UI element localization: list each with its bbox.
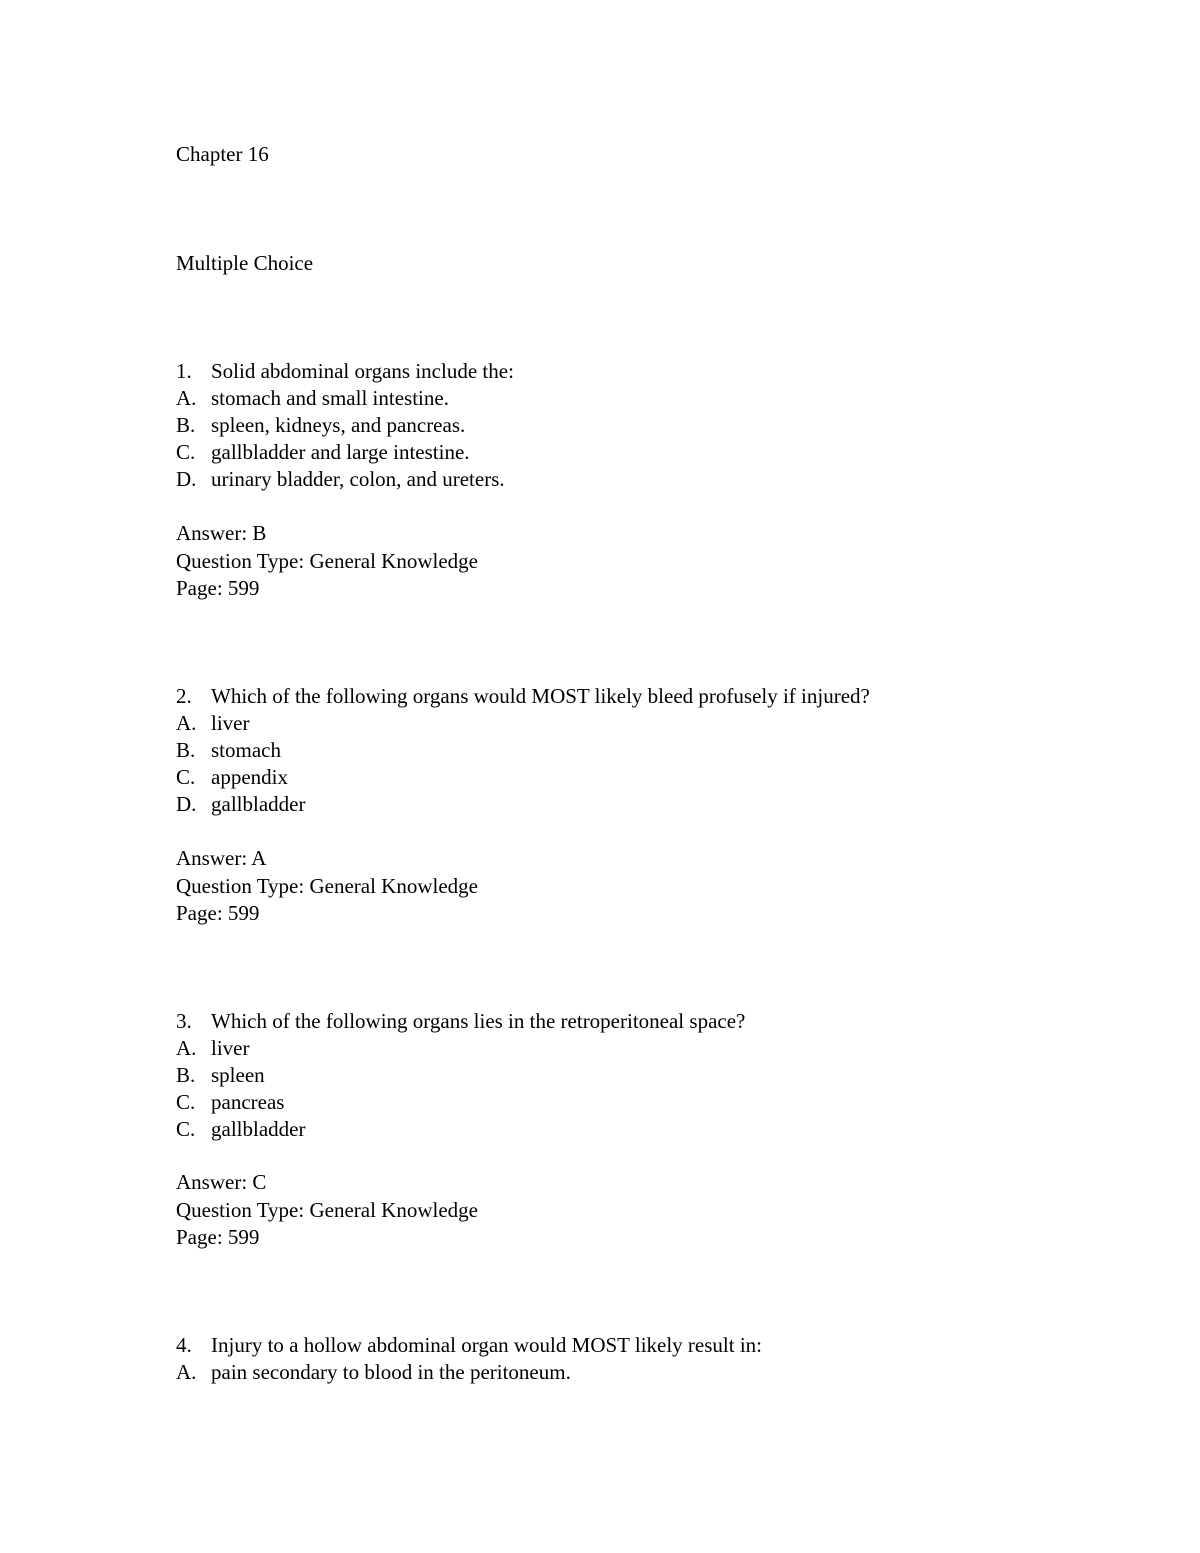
option-text: gallbladder and large intestine. bbox=[211, 440, 470, 464]
option-text: spleen, kidneys, and pancreas. bbox=[211, 413, 466, 437]
question-1-option-b bbox=[176, 412, 465, 439]
question-2-option-c bbox=[176, 764, 288, 791]
question-2-type: Question Type: General Knowledge bbox=[176, 874, 478, 898]
option-text: liver bbox=[211, 711, 250, 735]
question-2-option-b bbox=[176, 737, 281, 764]
option-letter: B. bbox=[176, 738, 196, 762]
question-number: 1. bbox=[176, 359, 192, 383]
option-text: stomach and small intestine. bbox=[211, 386, 449, 410]
question-2-page: Page: 599 bbox=[176, 901, 260, 925]
question-3-page: Page: 599 bbox=[176, 1225, 260, 1249]
option-text: urinary bladder, colon, and ureters. bbox=[211, 467, 505, 491]
option-text: stomach bbox=[211, 738, 281, 762]
question-3-type: Question Type: General Knowledge bbox=[176, 1198, 478, 1222]
option-letter: D. bbox=[176, 467, 197, 491]
option-letter: B. bbox=[176, 413, 196, 437]
option-letter: D. bbox=[176, 792, 197, 816]
question-text: Injury to a hollow abdominal organ would MOST likely result in: bbox=[211, 1333, 763, 1357]
question-2-option-d bbox=[176, 791, 305, 818]
question-1-option-d bbox=[176, 466, 505, 493]
option-letter: A. bbox=[176, 1036, 197, 1060]
question-text: Which of the following organs lies in the retroperitoneal space? bbox=[211, 1009, 746, 1033]
question-2-option-a bbox=[176, 710, 249, 737]
option-letter: A. bbox=[176, 386, 197, 410]
section-title: Multiple Choice bbox=[176, 251, 314, 275]
question-3-stem bbox=[176, 1008, 745, 1035]
question-2-stem bbox=[176, 683, 870, 710]
option-letter: A. bbox=[176, 1360, 197, 1384]
question-1-stem bbox=[176, 358, 514, 385]
question-number: 4. bbox=[176, 1333, 192, 1357]
question-number: 3. bbox=[176, 1009, 192, 1033]
question-2-answer: Answer: A bbox=[176, 846, 267, 870]
option-text: liver bbox=[211, 1036, 250, 1060]
option-text: gallbladder bbox=[211, 792, 306, 816]
option-text: pancreas bbox=[211, 1090, 285, 1114]
question-1-option-c bbox=[176, 439, 470, 466]
chapter-title: Chapter 16 bbox=[176, 142, 269, 166]
question-3-option-b bbox=[176, 1062, 265, 1089]
question-3-answer: Answer: C bbox=[176, 1170, 267, 1194]
option-text: appendix bbox=[211, 765, 288, 789]
question-3-option-a bbox=[176, 1035, 249, 1062]
question-4-option-a bbox=[176, 1359, 571, 1386]
question-text: Solid abdominal organs include the: bbox=[211, 359, 514, 383]
option-letter: B. bbox=[176, 1063, 196, 1087]
option-letter: C. bbox=[176, 1090, 196, 1114]
option-text: gallbladder bbox=[211, 1117, 306, 1141]
option-letter: C. bbox=[176, 440, 196, 464]
question-1-type: Question Type: General Knowledge bbox=[176, 549, 478, 573]
question-1-option-a bbox=[176, 385, 449, 412]
question-1-answer: Answer: B bbox=[176, 521, 267, 545]
option-text: pain secondary to blood in the peritoneum. bbox=[211, 1360, 571, 1384]
question-3-option-c bbox=[176, 1089, 284, 1116]
option-letter: C. bbox=[176, 1117, 196, 1141]
option-letter: A. bbox=[176, 711, 197, 735]
question-text: Which of the following organs would MOST likely bleed profusely if injured? bbox=[211, 684, 870, 708]
option-text: spleen bbox=[211, 1063, 265, 1087]
question-number: 2. bbox=[176, 684, 192, 708]
question-1-page: Page: 599 bbox=[176, 576, 260, 600]
question-4-stem bbox=[176, 1332, 762, 1359]
question-3-option-d bbox=[176, 1116, 305, 1143]
option-letter: C. bbox=[176, 765, 196, 789]
